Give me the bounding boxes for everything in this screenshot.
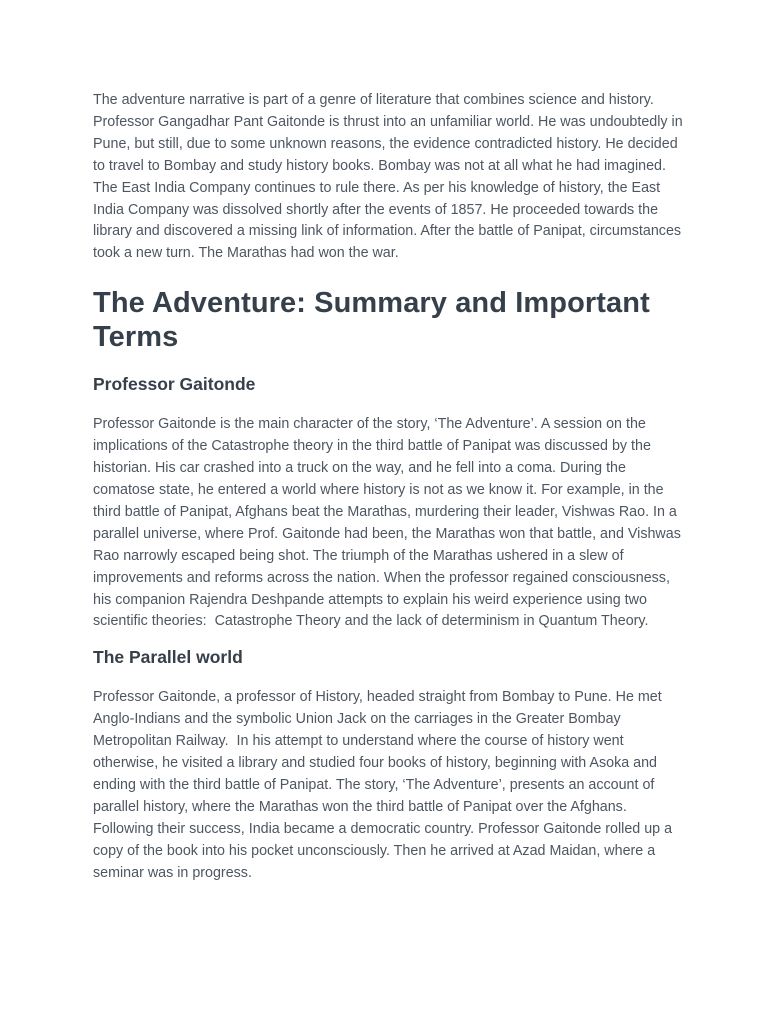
section-heading-professor-gaitonde: Professor Gaitonde bbox=[93, 374, 256, 395]
section-body-professor-gaitonde: Professor Gaitonde is the main character of the story, ‘The Adventure’. A session on the implications of the Catastrophe theory in the third battle of Panipat was discussed by the historian. His car crashed into a truck on the way, and he fell into a coma. During the comatose state, he entered a world where history is not as we know it. For example, in the third battle of Panipat, Afghans beat the Marathas, murdering their leader, Vishwas Rao. In a parallel universe, where Prof. Gaitonde had been, the Marathas won that battle, and Vishwas Rao narrowly escaped being shot. The triumph of the Marathas ushered in a slew of improvements and reforms across the nation. When the professor regained consciousness, his companion Rajendra Deshpande attempts to explain his weird experience using two scientific theories: Catastrophe Theory and the lack of determinism in Quantum Theory. bbox=[93, 416, 681, 630]
main-heading: The Adventure: Summary and Important Terms bbox=[93, 287, 650, 354]
section-body-parallel-world: Professor Gaitonde, a professor of History, headed straight from Bombay to Pune. He met Anglo-Indians and the symbolic Union Jack on the carriages in the Greater Bombay Metropolitan Railway. In his attempt to understand where the course of history went otherwise, he visited a library and studied four books of history, beginning with Asoka and ending with the third battle of Panipat. The story, ‘The Adventure’, presents an account of parallel history, where the Marathas won the third battle of Panipat over the Afghans. Following their success, India became a democratic country. Professor Gaitonde rolled up a copy of the book into his pocket unconsciously. Then he arrived at Azad Maidan, where a seminar was in progress. bbox=[93, 689, 673, 881]
section-heading-parallel-world: The Parallel world bbox=[93, 647, 243, 668]
document-page bbox=[93, 90, 683, 884]
intro-paragraph: The adventure narrative is part of a genre of literature that combines science and history. Professor Gangadhar Pant Gaitonde is thrust into an unfamiliar world. He was undoubtedly in Pune, but still, due to some unknown reasons, the evidence contradicted history. He decided to travel to Bombay and study history books. Bombay was not at all what he had imagined. The East India Company continues to rule there. As per his knowledge of history, the East India Company was dissolved shortly after the events of 1857. He proceeded towards the library and discovered a missing link of information. After the battle of Panipat, circumstances took a new turn. The Marathas had won the war. bbox=[93, 92, 683, 262]
